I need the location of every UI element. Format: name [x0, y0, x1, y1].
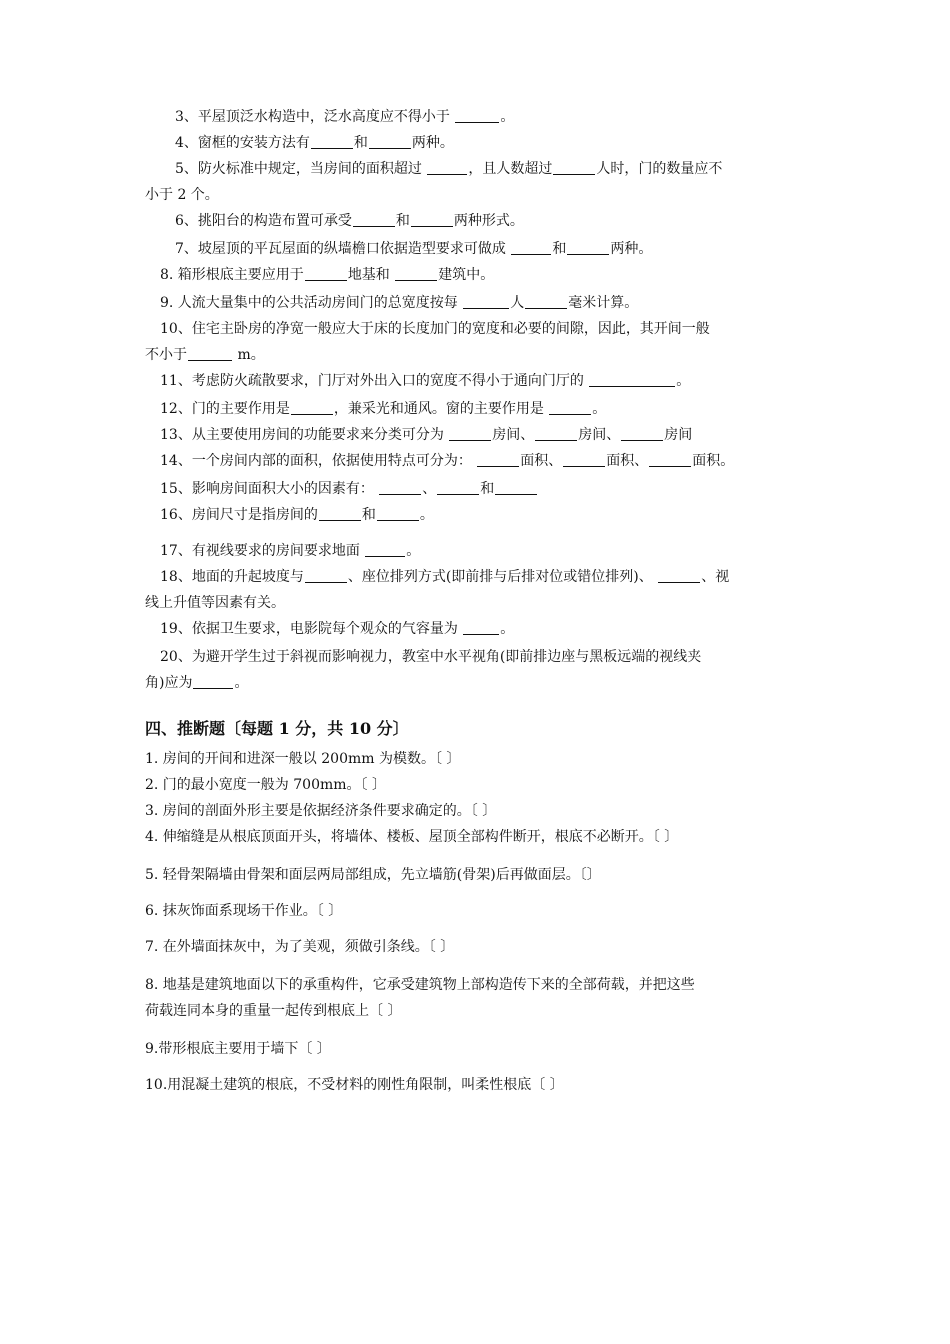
fill-question-16: 16、房间尺寸是指房间的 和 。: [160, 507, 434, 523]
answer-blank: [455, 108, 499, 123]
answer-blank: [621, 426, 663, 441]
answer-blank: [291, 400, 333, 415]
fill-question-18: 18、地面的升起坡度与 、座位排列方式(即前排与后排对位或错位排列)、 、视: [160, 569, 730, 585]
fill-question-10: 10、住宅主卧房的净宽一般应大于床的长度加门的宽度和必要的间隙，因此，其开间一般: [160, 321, 710, 337]
answer-blank: [463, 620, 499, 635]
answer-blank: [658, 568, 700, 583]
answer-blank: [305, 266, 347, 281]
fill-question-7: 7、坡屋顶的平瓦屋面的纵墙檐口依据造型要求可做成 和 两种。: [175, 241, 653, 257]
answer-blank: [589, 372, 675, 387]
answer-blank: [319, 506, 361, 521]
answer-blank: [463, 294, 509, 309]
judgment-item-5: 5. 轻骨架隔墙由骨架和面层两局部组成，先立墙筋(骨架)后再做面层。〔〕: [145, 867, 601, 883]
answer-blank: [549, 400, 591, 415]
fill-question-17: 17、有视线要求的房间要求地面 。: [160, 543, 421, 559]
answer-blank: [377, 506, 419, 521]
judgment-item-6: 6. 抹灰饰面系现场干作业。〔 〕: [145, 903, 343, 919]
fill-question-8: 8. 箱形根底主要应用于 地基和 建筑中。: [160, 267, 495, 283]
answer-blank: [369, 134, 411, 149]
answer-blank: [511, 240, 551, 255]
answer-blank: [353, 212, 395, 227]
judgment-item-10: 10.用混凝土建筑的根底，不受材料的刚性角限制，叫柔性根底〔 〕: [145, 1077, 564, 1093]
section-heading-judgment: 四、推断题〔每题 1 分，共 10 分〕: [145, 719, 409, 738]
judgment-item-8-cont: 荷载连同本身的重量一起传到根底上〔 〕: [145, 1003, 402, 1019]
answer-blank: [567, 240, 609, 255]
judgment-item-8: 8. 地基是建筑地面以下的承重构件，它承受建筑物上部构造传下来的全部荷载，并把这些: [145, 977, 695, 993]
fill-question-5-cont: 小于 2 个。: [145, 187, 219, 203]
judgment-item-3: 3. 房间的剖面外形主要是依据经济条件要求确定的。〔 〕: [145, 803, 497, 819]
fill-question-20: 20、为避开学生过于斜视而影响视力，教室中水平视角(即前排边座与黑板远端的视线夹: [160, 649, 702, 665]
fill-question-18-cont: 线上升值等因素有关。: [145, 595, 285, 611]
fill-question-5: 5、防火标准中规定，当房间的面积超过 ，且人数超过 人时，门的数量应不: [175, 161, 723, 177]
answer-blank: [649, 452, 691, 467]
fill-question-4: 4、窗框的安装方法有 和 两种。: [175, 135, 454, 151]
answer-blank: [365, 542, 405, 557]
fill-question-9: 9. 人流大量集中的公共活动房间门的总宽度按每 人 毫米计算。: [160, 295, 639, 311]
answer-blank: [395, 266, 437, 281]
fill-question-13: 13、从主要使用房间的功能要求来分类可分为 房间、 房间、 房间: [160, 427, 693, 443]
fill-question-12: 12、门的主要作用是 ，兼采光和通风。窗的主要作用是 。: [160, 401, 607, 417]
fill-question-6: 6、挑阳台的构造布置可承受 和 两种形式。: [175, 213, 524, 229]
answer-blank: [305, 568, 347, 583]
answer-blank: [495, 480, 537, 495]
fill-question-14: 14、一个房间内部的面积，依据使用特点可分为： 面积、 面积、 面积。: [160, 453, 735, 469]
answer-blank: [411, 212, 453, 227]
judgment-item-1: 1. 房间的开间和进深一般以 200mm 为模数。〔 〕: [145, 751, 461, 767]
fill-question-11: 11、考虑防火疏散要求，门厅对外出入口的宽度不得小于通向门厅的 。: [160, 373, 691, 389]
answer-blank: [525, 294, 567, 309]
answer-blank: [311, 134, 353, 149]
answer-blank: [477, 452, 519, 467]
fill-question-19: 19、依据卫生要求，电影院每个观众的气容量为 。: [160, 621, 515, 637]
judgment-item-7: 7. 在外墙面抹灰中，为了美观，须做引条线。〔 〕: [145, 939, 455, 955]
fill-question-3: 3、平屋顶泛水构造中，泛水高度应不得小于 。: [175, 109, 515, 125]
answer-blank: [563, 452, 605, 467]
answer-blank: [193, 674, 233, 689]
judgment-item-4: 4. 伸缩缝是从根底顶面开头，将墙体、楼板、屋顶全部构件断开，根底不必断开。〔 〕: [145, 829, 679, 845]
answer-blank: [535, 426, 577, 441]
answer-blank: [449, 426, 491, 441]
answer-blank: [427, 160, 467, 175]
answer-blank: [379, 480, 421, 495]
judgment-item-9: 9.带形根底主要用于墙下〔 〕: [145, 1041, 331, 1057]
fill-question-15: 15、影响房间面积大小的因素有： 、 和: [160, 479, 830, 499]
fill-question-10-cont: 不小于 m。: [145, 347, 265, 363]
answer-blank: [437, 480, 479, 495]
answer-blank: [553, 160, 595, 175]
answer-blank: [188, 346, 232, 361]
fill-question-20-cont: 角)应为 。: [145, 675, 249, 691]
judgment-item-2: 2. 门的最小宽度一般为 700mm。〔 〕: [145, 777, 386, 793]
